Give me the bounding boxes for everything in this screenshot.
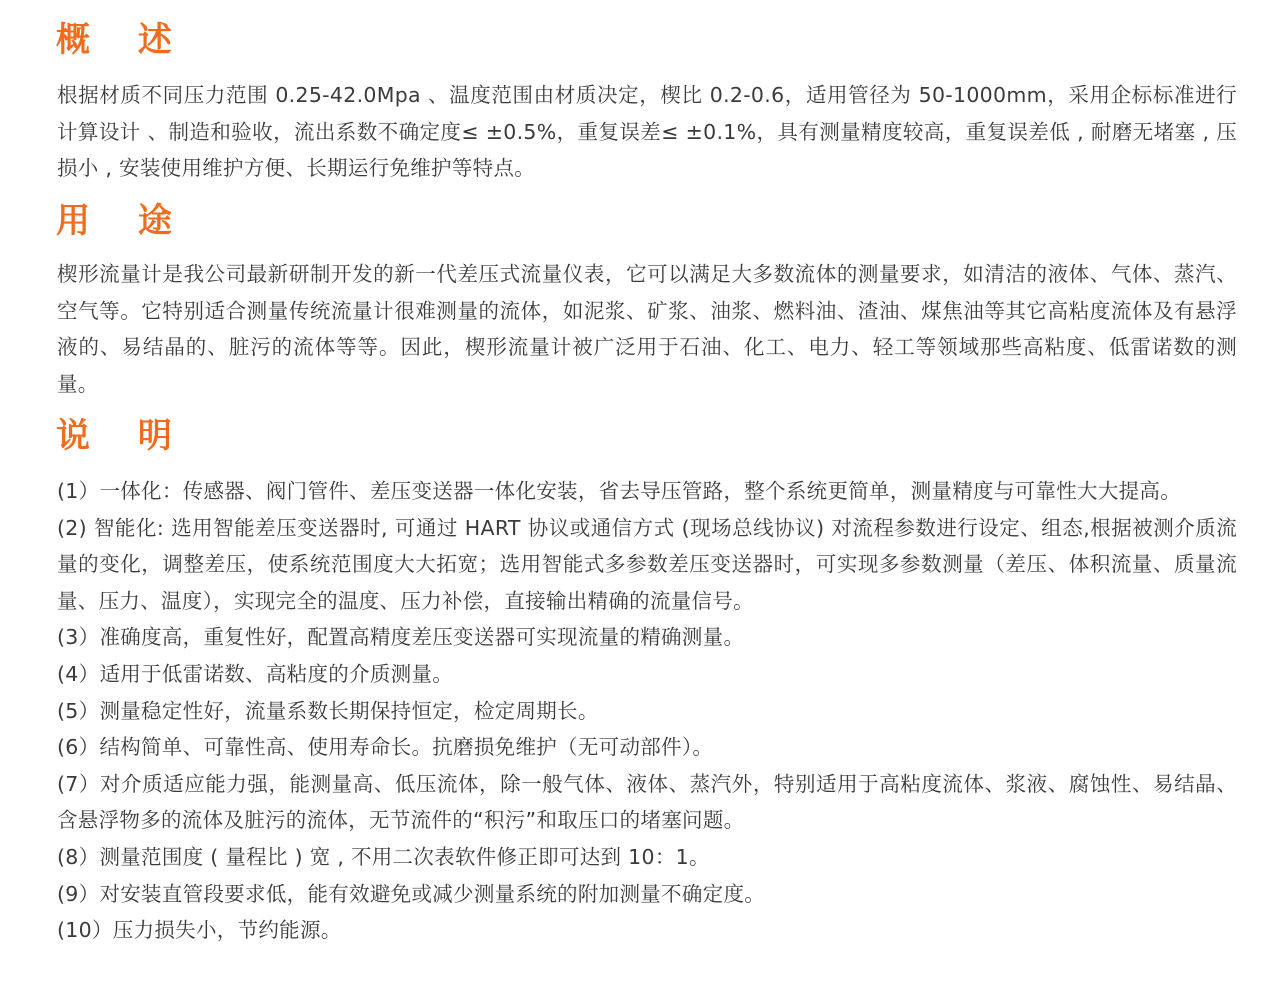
list-item: (7）对介质适应能力强，能测量高、低压流体，除一般气体、液体、蒸汽外，特别适用于高粘度流体、浆液、腐蚀性、易结晶、含悬浮物多的流体及脏污的流体，无节流件的“积污”和取压口的堵塞问题。 [57,771,1237,833]
list-item: (9）对安装直管段要求低，能有效避免或减少测量系统的附加测量不确定度。 [57,881,766,906]
usage-heading: 用 途 [56,201,190,241]
list-item: (2) 智能化: 选用智能差压变送器时, 可通过 HART 协议或通信方式 (现场总线协议) 对流程参数进行设定、组态,根据被测介质流量的变化，调整差压，使系统范围度大大拓宽；选用智能式多参数差压变送器时，可实现多参数测量（差压、体积流量、质量流量、压力、温度），实现完全的温度、压力补偿，直接输出精确的流量信号。 [57,515,1237,613]
list-item: (8）测量范围度 ( 量程比 ) 宽 , 不用二次表软件修正即可达到 10：1。 [57,844,710,869]
description-heading: 说 明 [56,416,190,456]
list-item: (6）结构简单、可靠性高、使用寿命长。抗磨损免维护（无可动部件）。 [57,735,714,760]
overview-paragraph: 根据材质不同压力范围 0.25-42.0Mpa 、温度范围由材质决定，楔比 0.2-0.6，适用管径为 50-1000mm，采用企标标准进行计算设计 、制造和验收，流出系数不确定度≤ ±0.5%，重复误差≤ ±0.1%，具有测量精度较高，重复误差低 , 耐磨无堵塞 , 压损小 , 安装使用维护方便、长期运行免维护等特点。 [57,83,1237,180]
list-item: (3）准确度高，重复性好，配置高精度差压变送器可实现流量的精确测量。 [57,625,745,650]
list-item: (4）适用于低雷诺数、高粘度的介质测量。 [57,661,454,686]
list-item: (5）测量稳定性好，流量系数长期保持恒定，检定周期长。 [57,698,599,723]
list-item: (10）压力损失小，节约能源。 [57,918,342,943]
overview-heading: 概 述 [56,20,190,60]
description-list [57,473,1237,949]
usage-paragraph: 楔形流量计是我公司最新研制开发的新一代差压式流量仪表，它可以满足大多数流体的测量要求，如清洁的液体、气体、蒸汽、空气等。它特别适合测量传统流量计很难测量的流体，如泥浆、矿浆、油浆、燃料油、渣油、煤焦油等其它高粘度流体及有悬浮液的、易结晶的、脏污的流体等等。因此，楔形流量计被广泛用于石油、化工、电力、轻工等领域那些高粘度、低雷诺数的测量。 [57,262,1237,396]
list-item: (1）一体化：传感器、阀门管件、差压变送器一体化安装，省去导压管路，整个系统更简单，测量精度与可靠性大大提高。 [57,479,1182,503]
